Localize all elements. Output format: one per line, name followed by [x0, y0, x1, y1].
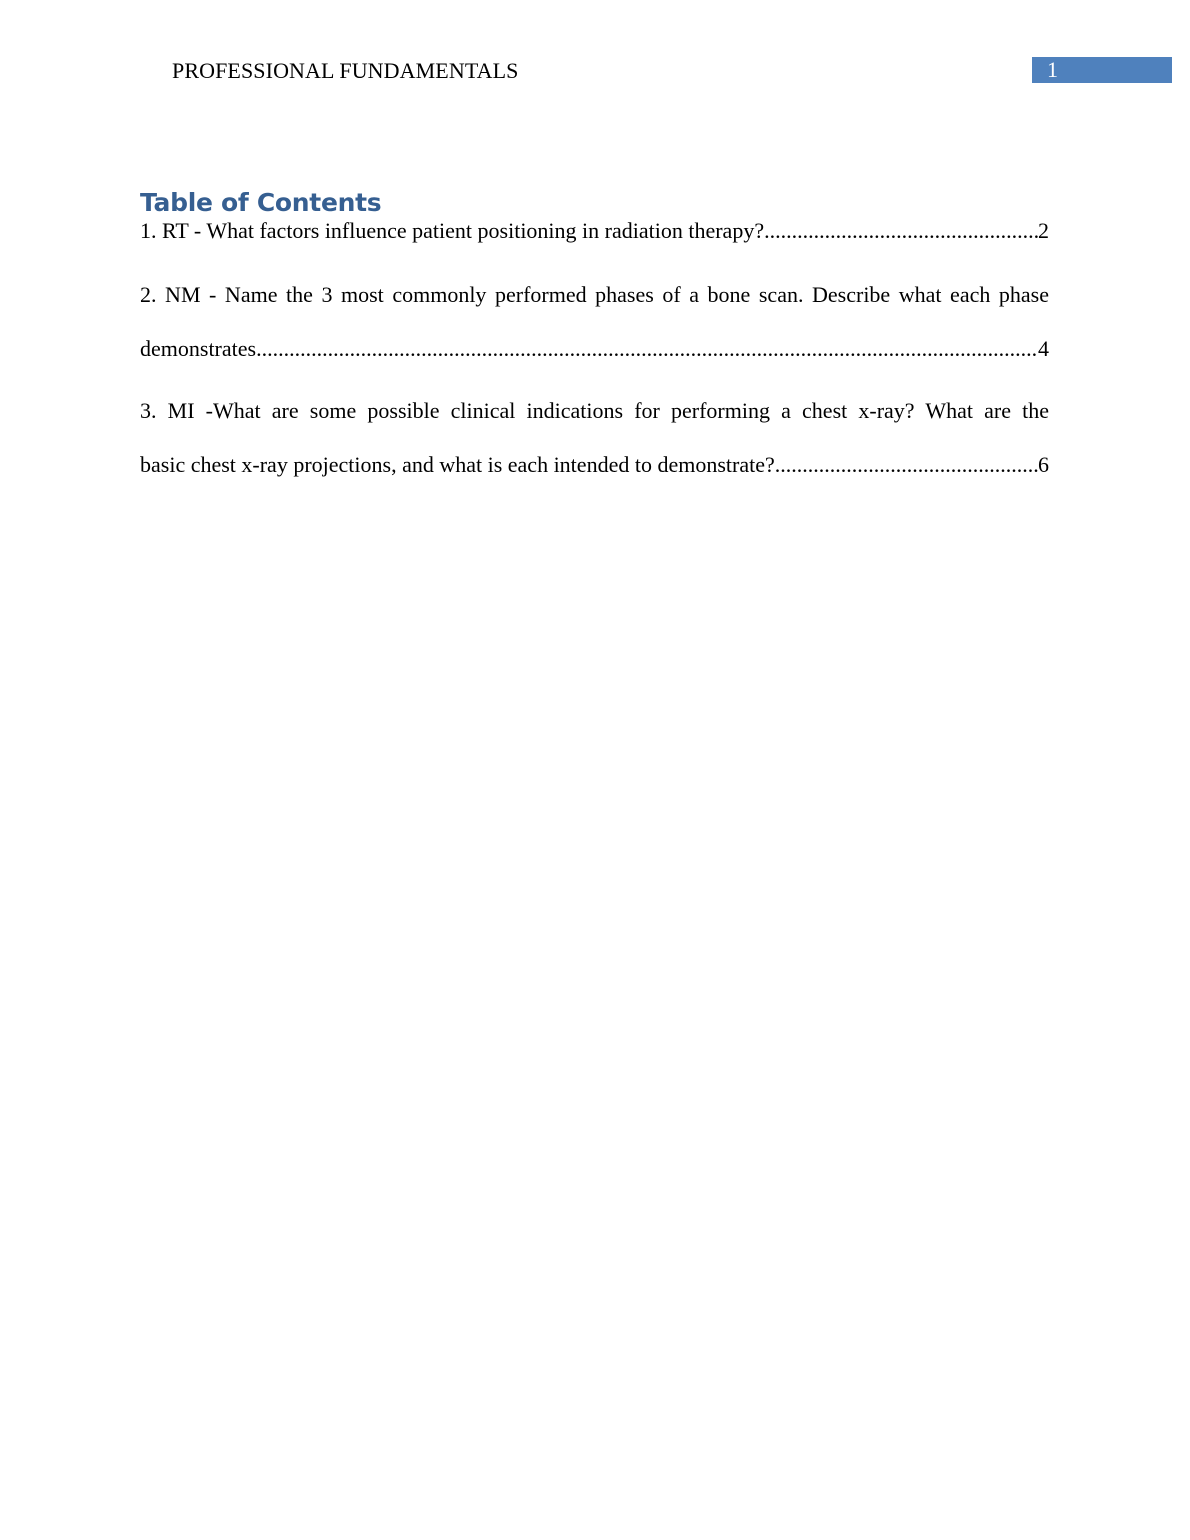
page-number: 1 — [1047, 57, 1058, 82]
toc-entry-2[interactable] — [140, 268, 1049, 376]
toc-entry-title-cont: demonstrates — [140, 336, 257, 361]
toc-entry-page: 4 — [1038, 336, 1049, 361]
page-number-box — [1032, 57, 1172, 83]
toc-entry-1[interactable] — [140, 214, 1049, 248]
toc-entry-title: 1. RT - What factors influence patient positioning in radiation therapy? — [140, 218, 765, 243]
table-of-contents — [140, 186, 1049, 492]
toc-entry-title: 2. NM - Name the 3 most commonly performed phases of a bone scan. Describe what each phase — [140, 282, 1049, 307]
toc-entry-3[interactable] — [140, 384, 1049, 492]
toc-dot-leader — [256, 322, 1038, 376]
toc-entry-page: 6 — [1038, 452, 1049, 477]
toc-heading: Table of Contents — [140, 188, 382, 217]
toc-entry-title: 3. MI -What are some possible clinical indications for performing a chest x-ray? What are the — [140, 398, 1049, 423]
toc-entry-line — [140, 214, 1049, 248]
toc-entry-title-cont: basic chest x-ray projections, and what is each intended to demonstrate? — [140, 452, 775, 477]
toc-entry-line — [140, 384, 1049, 438]
toc-entry-line — [140, 268, 1049, 322]
toc-entry-line — [140, 322, 1049, 376]
toc-entry-page: 2 — [1038, 218, 1049, 243]
toc-dot-leader — [775, 438, 1038, 492]
running-head: PROFESSIONAL FUNDAMENTALS — [172, 58, 519, 83]
toc-dot-leader — [764, 214, 1038, 248]
toc-entry-line — [140, 438, 1049, 492]
